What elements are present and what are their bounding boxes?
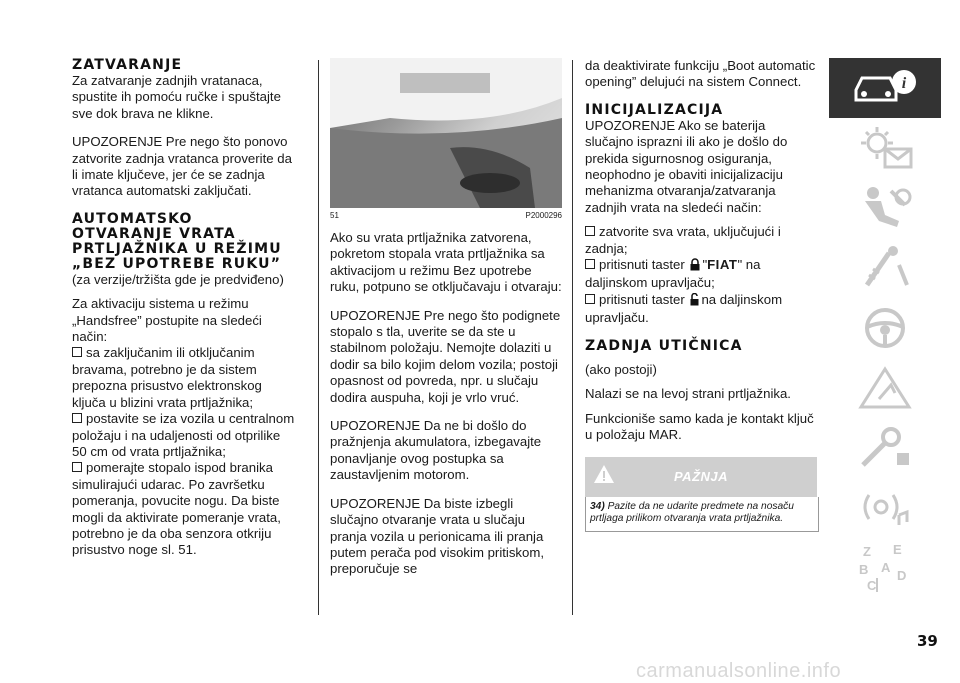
watermark: carmanualsonline.info (636, 660, 842, 682)
page-number: 39 (917, 632, 938, 650)
paragraph-warning: UPOZORENJE Pre nego što podignete stopalo s tla, uverite se da ste u stabilnom položaju. Nemojte dolaziti u dodir sa bilo kojim delom vozila; postoji opasnost od povreda, npr. u slučaju dodira auspuha, koji je vrlo vruć. (330, 307, 561, 405)
heading-zatvaranje: ZATVARANJE (72, 57, 183, 73)
index-letters-icon (855, 542, 915, 594)
warning-title: PAŽNJA (673, 469, 729, 485)
svg-text:i: i (901, 75, 907, 92)
figure-number: 51 (330, 211, 339, 220)
chapter-sidebar (829, 58, 941, 598)
heading-zadnja-uticnica: ZADNJA UTIČNICA (585, 337, 743, 354)
bullet-item: postavite se iza vozila u centralnom položaju i na udaljenosti od otprilike 50 cm od vrata prtljažnika; (72, 411, 295, 459)
paragraph: da deaktivirate funkciju „Boot automatic opening” delujući na sistem Connect. (585, 58, 816, 90)
bullet-item: pritisnuti taster na daljinskom upravljaču. (585, 291, 783, 326)
paragraph-warning: UPOZORENJE Da biste izbegli slučajno otvaranje vrata u slučaju pranja vozila u perionicama ili pranja putem perača pod visokim pritiskom, preporučuje se (330, 495, 545, 577)
figure-51-photo (330, 58, 562, 208)
tab-emergency[interactable] (829, 358, 941, 418)
safety-airbag-icon (855, 185, 915, 231)
warning-text: Pazite da ne udarite predmete na nosaču prtljaga prilikom otvaranja vrata prtljažnika. (590, 501, 794, 525)
paragraph: Funkcioniše samo kada je kontakt ključ u položaju MAR. (585, 410, 814, 442)
paragraph-warning: UPOZORENJE Ako se baterija slučajno isprazni ili ako je došlo do prekida sigurnosnog osiguranja, neophodno je obaviti inicijalizaciju mehanizma otvaranja/zatvaranja zadnjih vrata na sledeći način: (585, 117, 788, 215)
column-1 (72, 58, 298, 559)
tab-dashboard-lights[interactable] (829, 118, 941, 178)
svg-text:C: C (867, 578, 877, 593)
tab-car-info[interactable] (829, 58, 941, 118)
unlock-icon (690, 293, 699, 310)
heading-automatic-opening: AUTOMATSKO OTVARANJE VRATA PRTLJAŽNIKA U REŽIMU „BEZ UPOTREBE RUKU” (72, 210, 282, 272)
column-2 (330, 58, 562, 578)
figure-caption (330, 210, 562, 222)
paragraph: Za zatvaranje zadnjih vratanaca, spustite ih pomoću ručke i spuštajte sve dok brava ne klikne. (72, 73, 281, 121)
multimedia-icon (855, 485, 915, 531)
tab-maintenance[interactable] (829, 418, 941, 478)
svg-text:D: D (897, 568, 907, 583)
figure-code: P2000296 (525, 211, 562, 220)
paragraph-warning: UPOZORENJE Pre nego što ponovo zatvorite zadnja vratanca proverite da li imate ključeve, jer će se zadnja vratanca automatski zaključati. (72, 134, 292, 199)
checkbox-bullet-icon (72, 347, 82, 357)
tab-safety[interactable] (829, 178, 941, 238)
bullet-item: pomerajte stopalo ispod branika simulirajući udarac. Po završetku pomeranja, povucite nogu. Da biste mogli da aktivirate pomeranje vrata, potrebno je da oba senzora otkriju prisustvo noge sl. 51. (72, 460, 281, 558)
checkbox-bullet-icon (585, 294, 595, 304)
checkbox-bullet-icon (585, 226, 595, 236)
steering-wheel-icon (855, 305, 915, 351)
warning-header (585, 457, 817, 497)
paragraph: (za verzije/tržišta gde je predviđeno) (72, 271, 284, 287)
svg-text:A: A (881, 560, 891, 575)
tab-starting-driving[interactable] (829, 238, 941, 298)
bullet-item: sa zaključanim ili otključanim bravama, potrebno je da sistem prepozna prisustvo elektronskog ključa u blizini vrata prtljažnika; (72, 345, 262, 410)
checkbox-bullet-icon (72, 413, 82, 423)
paragraph: Za aktivaciju sistema u režimu „Handsfree” postupite na sledeći način: (72, 296, 262, 345)
column-divider (318, 60, 319, 615)
checkbox-bullet-icon (585, 259, 595, 269)
service-tools-icon (855, 425, 915, 471)
paragraph: (ako postoji) (585, 361, 657, 377)
paragraph-warning: UPOZORENJE Da ne bi došlo do pražnjenja akumulatora, izbegavajte ponavljanje ovog postupka sa zaustavljenim motorom. (330, 418, 542, 483)
paragraph: Ako su vrata prtljažnika zatvorena, pokretom stopala vrata prtljažnika sa aktivacijom u režimu Bez upotrebe ruku, potpuno se otključavaju i otvaraju: (330, 230, 562, 295)
lock-icon (690, 258, 700, 275)
tab-multimedia[interactable] (829, 478, 941, 538)
heading-inicijalizacija: INICIJALIZACIJA (585, 101, 724, 118)
key-start-icon (855, 245, 915, 291)
svg-text:Z: Z (863, 544, 871, 559)
column-3 (585, 58, 817, 532)
dashboard-lights-icon (855, 125, 915, 171)
warning-body (585, 497, 819, 532)
warning-road-icon (855, 365, 915, 411)
checkbox-bullet-icon (72, 462, 82, 472)
car-info-icon (850, 66, 920, 110)
paragraph: Nalazi se na levoj strani prtljažnika. (585, 386, 791, 402)
bullet-item: zatvorite sva vrata, uključujući i zadnja; (585, 224, 781, 256)
column-divider (572, 60, 573, 615)
tab-index[interactable] (829, 538, 941, 598)
warning-number: 34) (590, 501, 605, 513)
tab-steering[interactable] (829, 298, 941, 358)
svg-text:E: E (893, 542, 902, 557)
svg-text:B: B (859, 562, 869, 577)
bullet-item: pritisnuti taster "FIAT" na daljinskom upravljaču; (585, 257, 761, 291)
